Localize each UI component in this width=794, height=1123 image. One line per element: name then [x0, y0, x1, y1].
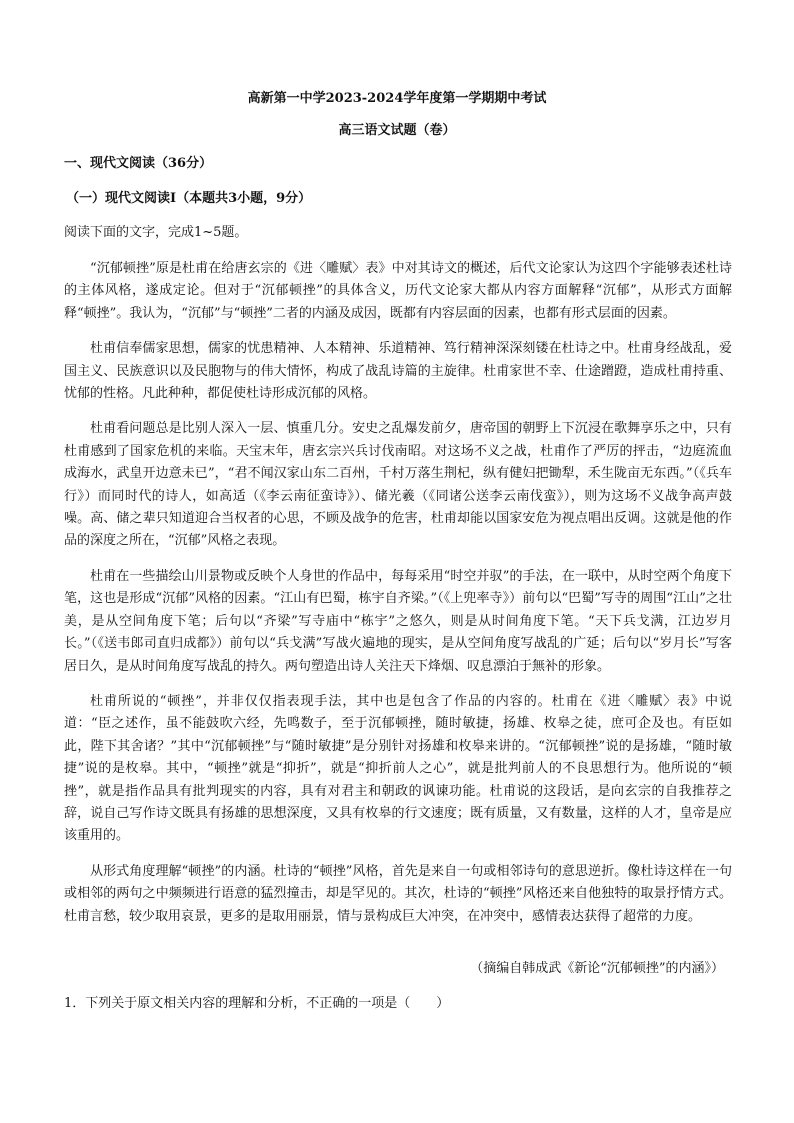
sub-section-heading: （一）现代文阅读Ⅰ（本题共3小题，9分） [66, 191, 312, 206]
reading-instruction: 阅读下面的文字，完成1~5题。 [64, 225, 248, 240]
question-stem: 1．下列关于原文相关内容的理解和分析，不正确的一项是（ ） [64, 996, 450, 1011]
passage-paragraph: 杜甫所说的“顿挫”，并非仅仅指表现手法，其中也是包含了作品的内容的。杜甫在《进〈雕赋〉表》中说道：“臣之述作，虽不能鼓吹六经，先鸣数子，至于沉郁顿挫，随时敏捷，扬雄、枚皋之徒，庶可企及也。有臣如此，陛下其舍诸？”其中“沉郁顿挫”与“随时敏捷”是分别针对扬雄和枚皋来讲的。“沉郁顿挫”说的是扬雄，“随时敏捷”说的是枚皋。其中，“顿挫”就是“抑折”，就是“抑折前人之心”，就是批判前人的不良思想行为。他所说的“顿挫”，就是指作品具有批判现实的内容，具有对君主和朝政的讽谏功能。杜甫说的这段话，是向玄宗的自我推荐之辞，说自己写作诗文既具有扬雄的思想深度，又具有枚皋的行文速度；既有质量，又有数量，这样的人才，皇帝是应该重用的。 [64, 693, 732, 844]
passage-paragraph: “沉郁顿挫”原是杜甫在给唐玄宗的《进〈雕赋〉表》中对其诗文的概述，后代文论家认为这四个字能够表述杜诗的主体风格，遂成定论。但对于“沉郁顿挫”的具体含义，历代文论家大都从内容方面解释“沉郁”，从形式方面解释“顿挫”。我认为，“沉郁”与“顿挫”二者的内涵及成因，既都有内容层面的因素，也都有形式层面的因素。 [64, 261, 732, 321]
passage-paragraph: 杜甫信奉儒家思想，儒家的忧患精神、人本精神、乐道精神、笃行精神深深刻镂在杜诗之中。杜甫身经战乱，爱国主义、民族意识以及民胞物与的伟大情怀，构成了战乱诗篇的主旋律。杜甫家世不幸、仕途蹭蹬，造成杜甫持重、忧郁的性格。凡此种种，都促使杜诗形成沉郁的风格。 [64, 341, 732, 402]
exam-title: 高新第一中学2023-2024学年度第一学期期中考试 [247, 91, 547, 106]
passage-body [64, 258, 732, 941]
passage-paragraph: 杜甫看问题总是比别人深入一层、慎重几分。安史之乱爆发前夕，唐帝国的朝野上下沉浸在歌舞享乐之中，只有杜甫感到了国家危机的来临。天宝末年，唐玄宗兴兵讨伐南昭。对这场不义之战，杜甫作了严厉的抨击，“边庭流血成海水，武皇开边意未已”，“君不闻汉家山东二百州，千村万落生荆杞，纵有健妇把锄犁，禾生陇亩无东西。”（《兵车行》）而同时代的诗人，如高适（《李云南征蛮诗》）、储光羲（《同诸公送李云南伐蛮》），则为这场不义战争高声鼓噪。高、储之辈只知道迎合当权者的心思，不顾及战争的危害，杜甫却能以国家安危为视点唱出反调。这就是他的作品的深度之所在，“沉郁”风格之表现。 [64, 421, 732, 549]
exam-subtitle: 高三语文试题（卷） [338, 123, 456, 138]
passage-source: （摘编自韩成武《新论“沉郁顿挫”的内涵》） [470, 961, 724, 976]
passage-paragraph: 杜甫在一些描绘山川景物或反映个人身世的作品中，每每采用“时空并驭”的手法，在一联中，从时空两个角度下笔，这也是形成“沉郁”风格的因素。“江山有巴蜀，栋宇自齐梁。”（《上兜率寺》）前句以“巴蜀”写寺的周围“江山”之壮美，是从空间角度下笔；后句以“齐梁”写寺庙中“栋宇”之悠久，则是从时间角度下笔。“天下兵戈满，江边岁月长。”（《送韦郎司直归成都》）前句以“兵戈满”写战火遍地的现实，是从空间角度写战乱的广延；后句以“岁月长”写客居日久，是从时间角度写战乱的持久。两句塑造出诗人关注天下烽烟、叹息漂泊于無补的形象。 [64, 568, 732, 674]
section-heading: 一、现代文阅读（36分） [64, 156, 213, 171]
passage-paragraph: 从形式角度理解“顿挫”的内涵。杜诗的“顿挫”风格，首先是来自一句或相邻诗句的意思逆折。像杜诗这样在一句或相邻的两句之中频频进行语意的猛烈撞击，却是罕见的。其次，杜诗的“顿挫”风格还来自他独特的取景抒情方式。杜甫言愁，较少取用哀景，更多的是取用丽景，情与景构成巨大冲突，在冲突中，感情表达获得了超常的力度。 [64, 863, 732, 924]
